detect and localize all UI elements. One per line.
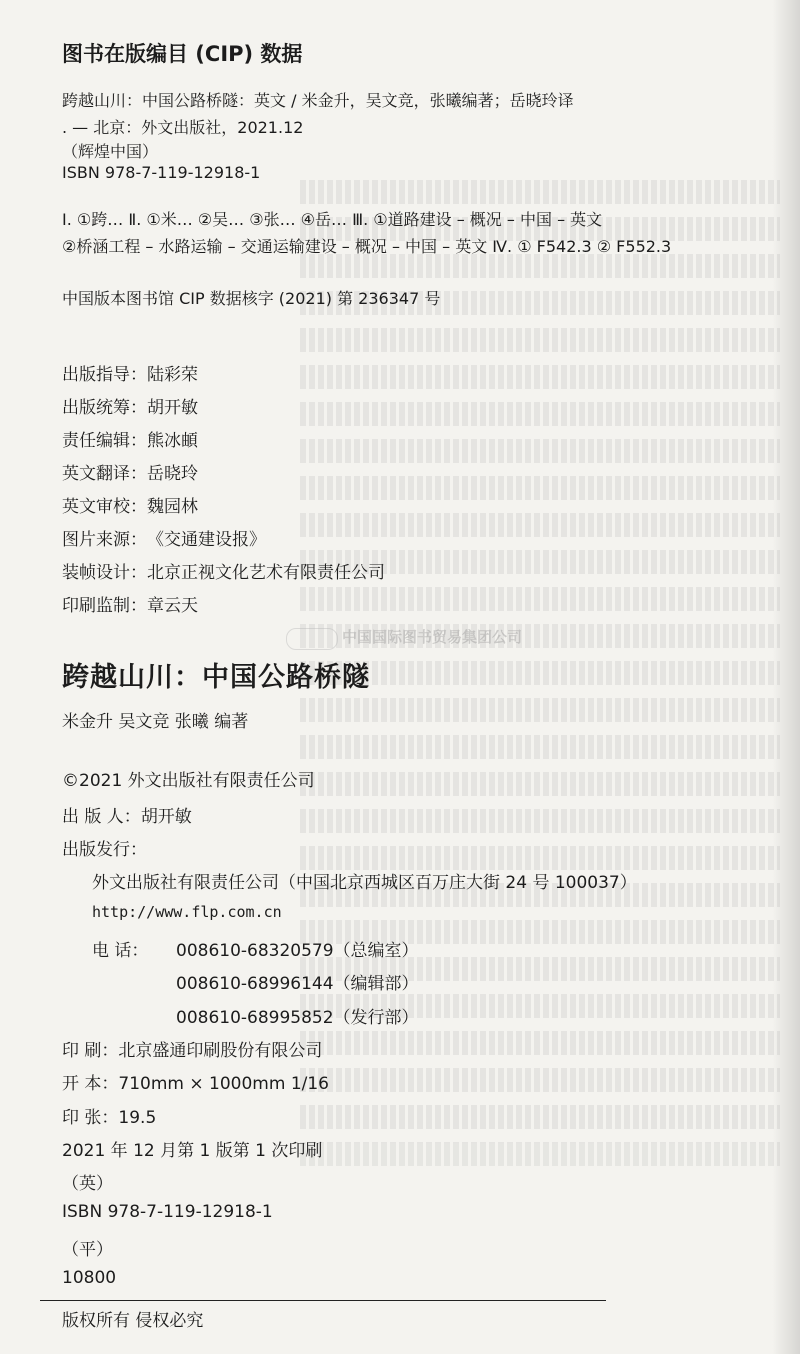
credit-label: 出版指导： (62, 365, 147, 385)
phone-label: 电 话： (92, 941, 149, 961)
watermark-text: 中国国际图书贸易集团公司 (342, 628, 523, 646)
credit-row (62, 393, 198, 418)
credit-label: 装帧设计： (62, 563, 147, 583)
sheets-value: 19.5 (118, 1108, 157, 1128)
cip-data-number: 中国版本图书馆 CIP 数据核字 (2021) 第 236347 号 (62, 289, 441, 308)
sheets-row (62, 1103, 156, 1128)
website-link[interactable]: http://www.flp.com.cn (92, 903, 282, 921)
credit-value: 《交通建设报》 (147, 530, 266, 550)
rights-notice: 版权所有 侵权必究 (62, 1311, 204, 1331)
credit-label: 英文翻译： (62, 464, 147, 484)
cip-line-2: . — 北京：外文出版社，2021.12 (62, 118, 304, 137)
language-tag: （英） (62, 1174, 113, 1194)
printer-label: 印 刷： (62, 1041, 119, 1061)
credit-label: 图片来源： (62, 530, 147, 550)
publisher-row (62, 802, 192, 827)
credit-row (62, 459, 198, 484)
book-authors: 米金升 吴文竞 张曦 编著 (62, 712, 249, 732)
phone-number: 008610-68995852（发行部） (176, 1008, 419, 1028)
credit-label: 出版统筹： (62, 398, 147, 418)
printer-row (62, 1036, 322, 1061)
footer-divider (40, 1300, 606, 1301)
credit-label: 印刷监制： (62, 596, 147, 616)
credit-row (62, 360, 198, 385)
cip-heading: 图书在版编目 (CIP) 数据 (62, 42, 303, 66)
credit-value: 魏园林 (147, 497, 198, 517)
credit-value: 北京正视文化艺术有限责任公司 (147, 563, 385, 583)
cip-isbn: ISBN 978-7-119-12918-1 (62, 163, 261, 182)
isbn: ISBN 978-7-119-12918-1 (62, 1202, 273, 1222)
credit-row (62, 525, 266, 550)
credit-row (62, 558, 385, 583)
credit-value: 熊冰頔 (147, 431, 198, 451)
format-row (62, 1069, 329, 1094)
price-code: 10800 (62, 1268, 117, 1288)
credit-value: 章云天 (147, 596, 198, 616)
cip-line-3: （辉煌中国） (62, 142, 159, 161)
cip-classification-1: Ⅰ. ①跨… Ⅱ. ①米… ②吴… ③张… ④岳… Ⅲ. ①道路建设 – 概况 – 中国 – 英文 (62, 210, 603, 229)
credit-row (62, 492, 198, 517)
copyright-notice: ©2021 外文出版社有限责任公司 (62, 771, 315, 791)
credit-value: 岳晓玲 (147, 464, 198, 484)
sheets-label: 印 张： (62, 1108, 119, 1128)
bleed-through-text (300, 180, 780, 1180)
printer-name: 北京盛通印刷股份有限公司 (118, 1041, 323, 1061)
distributor: 外文出版社有限责任公司（中国北京西城区百万庄大街 24 号 100037） (92, 873, 637, 893)
cip-line-1: 跨越山川：中国公路桥隧：英文 / 米金升，吴文竞，张曦编著；岳晓玲译 (62, 91, 574, 110)
phone-number: 008610-68996144（编辑部） (176, 974, 419, 994)
credit-label: 英文审校： (62, 497, 147, 517)
format-value: 710mm × 1000mm 1/16 (118, 1074, 329, 1094)
credit-label: 责任编辑： (62, 431, 147, 451)
edition-info: 2021 年 12 月第 1 版第 1 次印刷 (62, 1141, 323, 1161)
credit-value: 胡开敏 (147, 398, 198, 418)
page-curl-shadow (772, 0, 800, 1354)
binding-tag: （平） (62, 1240, 113, 1260)
distribution-label: 出版发行： (62, 840, 147, 860)
credit-row (62, 591, 198, 616)
credit-row (62, 426, 198, 451)
book-title: 跨越山川：中国公路桥隧 (62, 662, 370, 693)
credit-value: 陆彩荣 (147, 365, 198, 385)
cip-classification-2: ②桥涵工程 – 水路运输 – 交通运输建设 – 概况 – 中国 – 英文 Ⅳ. ① F542.3 ② F552.3 (62, 237, 672, 256)
format-label: 开 本： (62, 1074, 119, 1094)
publisher-label: 出 版 人： (62, 807, 141, 827)
watermark-logo (286, 628, 338, 650)
publisher-name: 胡开敏 (140, 807, 192, 827)
phone-number: 008610-68320579（总编室） (176, 941, 419, 961)
